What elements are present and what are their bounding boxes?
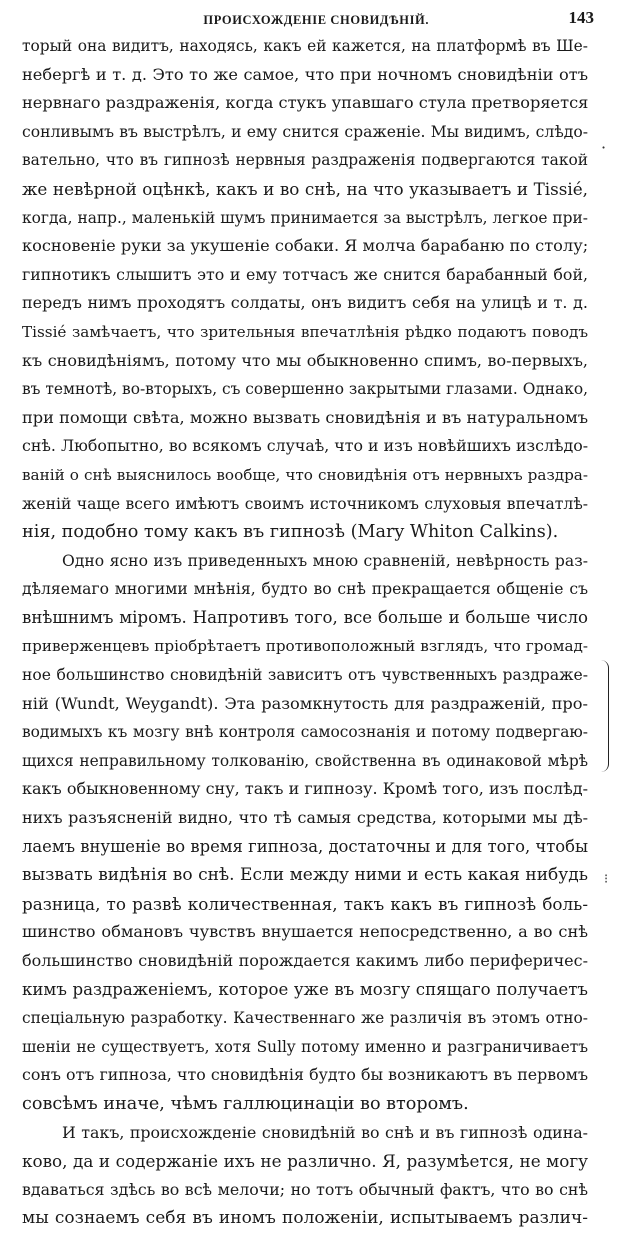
page-edge-mark: ⁝ bbox=[604, 872, 609, 887]
text-line: сонъ отъ гипноза, что сновидѣнія будто бы возникаютъ въ первомъ bbox=[22, 1065, 588, 1085]
text-line: внѣшнимъ міромъ. Напротивъ того, все больше и больше число bbox=[22, 607, 588, 627]
margin-bracket-mark bbox=[598, 660, 609, 772]
margin-dot-mark: · bbox=[601, 138, 607, 157]
text-line: вызвать видѣнія во снѣ. Если между ними и есть какая нибудь bbox=[22, 865, 588, 886]
page-body bbox=[22, 32, 588, 1233]
text-line: нервнаго раздраженія, когда стукъ упавшаго стула претворяется bbox=[22, 93, 589, 113]
text-line: большинство сновидѣній порождается какимъ либо периферичес- bbox=[22, 951, 588, 970]
text-line: приверженцевъ пріобрѣтаетъ противоположный взглядъ, что громад- bbox=[22, 637, 588, 656]
text-line: Tissié замѣчаетъ, что зрительныя впечатлѣнія рѣдко подаютъ поводъ bbox=[22, 322, 588, 341]
text-line: какъ обыкновенному сну, такъ и гипнозу. Кромѣ того, изъ послѣд- bbox=[22, 779, 588, 799]
text-line: женій чаще всего имѣютъ своимъ источникомъ слуховыя впечатлѣ- bbox=[22, 494, 588, 513]
page-number: 143 bbox=[568, 8, 594, 27]
text-line: гипнотикъ слышитъ это и ему тотчасъ же снится барабанный бой, bbox=[22, 264, 588, 284]
running-head: ПРОИСХОЖДЕНІЕ СНОВИДѢНІЙ. bbox=[203, 13, 430, 27]
text-line: разница, то развѣ количественная, такъ какъ въ гипнозѣ боль- bbox=[22, 893, 588, 914]
text-line: шеніи не существуетъ, хотя Sully потому именно и разграничиваетъ bbox=[22, 1037, 588, 1056]
text-line: лаемъ внушеніе во время гипноза, достаточны и для того, чтобы bbox=[22, 836, 589, 856]
text-line: въ темнотѣ, во-вторыхъ, съ совершенно закрытыми глазами. Однако, bbox=[22, 380, 588, 399]
text-line: дѣляемаго многими мнѣнія, будто во снѣ прекращается общеніе съ bbox=[22, 580, 588, 599]
text-line: спеціальную разработку. Качественнаго же различія въ этомъ отно- bbox=[22, 1009, 588, 1028]
text-line: ное большинство сновидѣній зависитъ отъ чувственныхъ раздраже- bbox=[22, 666, 588, 685]
text-line: ваній о снѣ выяснилось вообще, что сновидѣнія отъ нервныхъ раздра- bbox=[22, 465, 588, 484]
text-line: вательно, что въ гипнозѣ нервныя раздраженія подвергаются такой bbox=[22, 151, 588, 170]
text-line: къ сновидѣніямъ, потому что мы обыкновенно спимъ, во-первыхъ, bbox=[22, 350, 588, 370]
text-line: сонливымъ въ выстрѣлъ, и ему снится сраженіе. Мы видимъ, слѣдо- bbox=[22, 122, 588, 141]
text-line: при помощи свѣта, можно вызвать сновидѣнія и въ натуральномъ bbox=[22, 407, 588, 427]
text-line: передъ нимъ проходятъ солдаты, онъ видитъ себя на улицѣ и т. д. bbox=[22, 293, 588, 313]
text-line: косновеніе руки за укушеніе собаки. Я молча барабаню по столу; bbox=[22, 236, 589, 256]
text-line: мы сознаемъ себя въ иномъ положеніи, испытываемъ различ- bbox=[22, 1208, 588, 1229]
text-line: кимъ раздраженіемъ, которое уже въ мозгу спящаго получаетъ bbox=[22, 979, 588, 999]
paragraph-start-line: Одно ясно изъ приведенныхъ мною сравненій, невѣрность раз- bbox=[62, 551, 588, 570]
text-line: торый она видитъ, находясь, какъ ей кажется, на платформѣ въ Ше- bbox=[22, 37, 588, 55]
text-line: водимыхъ къ мозгу внѣ контроля самосознанія и потому подвергаю- bbox=[22, 723, 588, 742]
text-line: небергѣ и т. д. Это то же самое, что при ночномъ сновидѣніи отъ bbox=[22, 64, 588, 84]
paragraph-end-line: нія, подобно тому какъ въ гипнозѣ (Mary Whiton Calkins). bbox=[22, 522, 559, 543]
text-line: нихъ разъясненій видно, что тѣ самыя средства, которыми мы дѣ- bbox=[22, 808, 588, 828]
text-line: же невѣрной оцѣнкѣ, какъ и во снѣ, на что указываетъ и Tissié, bbox=[22, 178, 588, 199]
text-line: щихся неправильному толкованію, свойственна въ одинаковой мѣрѣ bbox=[22, 751, 588, 770]
text-line: ково, да и содержаніе ихъ не различно. Я, разумѣется, не могу bbox=[22, 1151, 588, 1172]
text-line: вдаваться здѣсь во всѣ мелочи; но тотъ обычный фактъ, что во снѣ bbox=[22, 1179, 588, 1199]
text-line: когда, напр., маленькій шумъ принимается за выстрѣлъ, легкое при- bbox=[22, 208, 588, 227]
page-header bbox=[24, 2, 594, 28]
text-line: шинство обмановъ чувствъ внушается непосредственно, а во снѣ bbox=[22, 922, 588, 942]
paragraph-start-line: И такъ, происхожденіе сновидѣній во снѣ и въ гипнозѣ одина- bbox=[62, 1122, 588, 1142]
paragraph-end-line: совсѣмъ иначе, чѣмъ галлюцинаціи во второмъ. bbox=[22, 1093, 469, 1114]
text-line: ній (Wundt, Weygandt). Эта разомкнутость для раздраженій, про- bbox=[22, 693, 588, 713]
text-line: снѣ. Любопытно, во всякомъ случаѣ, что и изъ новѣйшихъ изслѣдо- bbox=[22, 436, 589, 456]
